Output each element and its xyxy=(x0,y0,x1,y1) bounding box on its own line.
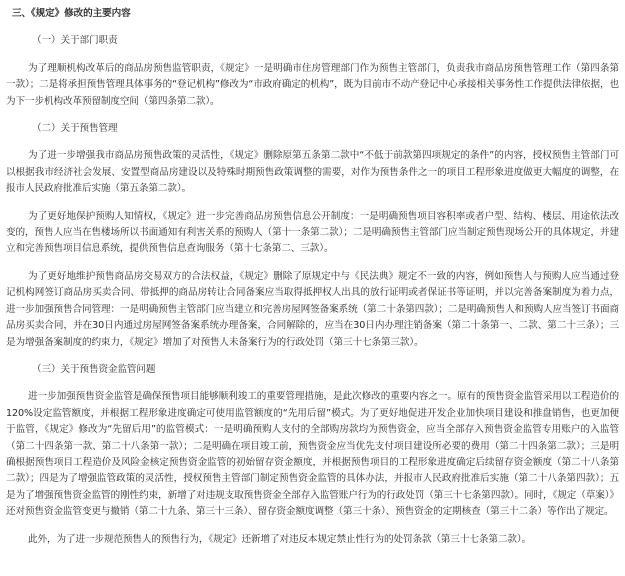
subsection-heading-department-duties: （一）关于部门职责 xyxy=(32,35,118,47)
paragraph-presale-flexibility: 为了进一步增强我市商品房预售政策的灵活性，《规定》删除原第五条第二款中“不低于前款第四项规定的条件”的内容，授权预售主管部门可以根据我市经济社会发展、安置型商品房建设以及特殊时期预售政策调整的需要，对作为预售条件之一的项目工程形象进度做更大幅度的调整，在报市人民政府批准后实施（第五条第二款）。 xyxy=(6,150,619,195)
subsection-heading-fund-supervision: （三）关于预售资金监管问题 xyxy=(32,363,156,375)
paragraph-presale-contracts: 为了更好地维护预售商品房交易双方的合法权益，《规定》删除了原规定中与《民法典》规定不一致的内容，例如预售人与预购人应当通过登记机构网签订商品房买卖合同、带抵押的商品房转让合同备案应当取得抵押权人出具的放行证明或者保证书等证明，并以完善备案制度为着力点，进一步加强预售合同管理：一是明确预售主管部门应当建立和完善房屋网签备案系统（第二十条第四款）；二是明确预售人和预购人应当签订书面商品房买卖合同，并在30日内通过房屋网签备案系统办理备案，合同解除的，应当在30日内办理注销备案（第二十条第一、二款、第二十三条）；三是为增强备案制度的约束力，《规定》增加了对预售人未备案行为的行政处罚（第三十七条第三款）。 xyxy=(6,270,619,348)
subsection-heading-presale-management: （二）关于预售管理 xyxy=(32,123,118,135)
paragraph-additional-penalties: 此外，为了进一步规范预售人的预售行为，《规定》还新增了对违反本规定禁止性行为的处罚条款（第三十七条第二款）。 xyxy=(28,533,532,545)
section-title: 三、《规定》修改的主要内容 xyxy=(12,8,131,19)
paragraph-fund-supervision: 进一步加强预售资金监管是确保预售项目能够顺利竣工的重要管理措施，是此次修改的重要内容之一。原有的预售资金监管采用以工程造价的120%设定监管额度，并根据工程形象进度确定可使用监管额度的“先用后留”模式。为了更好地促进开发企业加快项目建设和推盘销售，也更加便于监管，《规定》修改为“先留后用”的监管模式：一是明确预购人支付的全部购房款均为预售资金，应当全部存入预售资金监管专用账户的入监管（第二十四条第一款、第二十八条第一款）；二是明确在项目竣工前，预售资金应当优先支付项目建设所必要的费用（第二十四条第二款）；三是明确根据预售项目工程造价及风险金核定预售资金监管的初始留存资金额度，并根据预售项目的工程形象进度确定后续留存资金额度（第二十八条第二款）；四是为了增强监管政策的灵活性，授权预售主管部门制定预售资金监管的具体办法，并报市人民政府批准后实施（第二十八条第四款）；五是为了增强预售资金监管的刚性约束，新增了对违规支取预售资金全部存入监管账户行为的行政处罚（第三十七条第四款）。同时，《规定（草案）》还对预售资金监管变更与撤销（第二十九条、第三十三条）、留存资金额度调整（第三十条）、预售资金的定期核查（第三十二条）等作出了规定。 xyxy=(6,391,619,518)
paragraph-presale-information: 为了更好地保护预购人知情权，《规定》进一步完善商品房预售信息公开制度：一是明确预售项目容积率或者户型、结构、楼层、用途依法改变的，预售人应当在售楼场所以书面通知有利害关系的预购人（第十一条第二款）；二是明确预售主管部门应当制定预售现场公开的具体规定，并建立和完善预售项目信息系统，提供预售信息查询服务（第十七条第二、三款）。 xyxy=(6,210,619,255)
paragraph-department-duties: 为了理顺机构改革后的商品房预售监管职责，《规定》一是明确市住房管理部门作为预售主管部门，负责我市商品房预售管理工作（第四条第一款）；二是将承担预售管理具体事务的“登记机构”修改为“市政府确定的机构”，既为目前市不动产登记中心承接相关事务性工作提供法律依据，也为下一步机构改革预留制度空间（第四条第二款）。 xyxy=(6,62,619,107)
